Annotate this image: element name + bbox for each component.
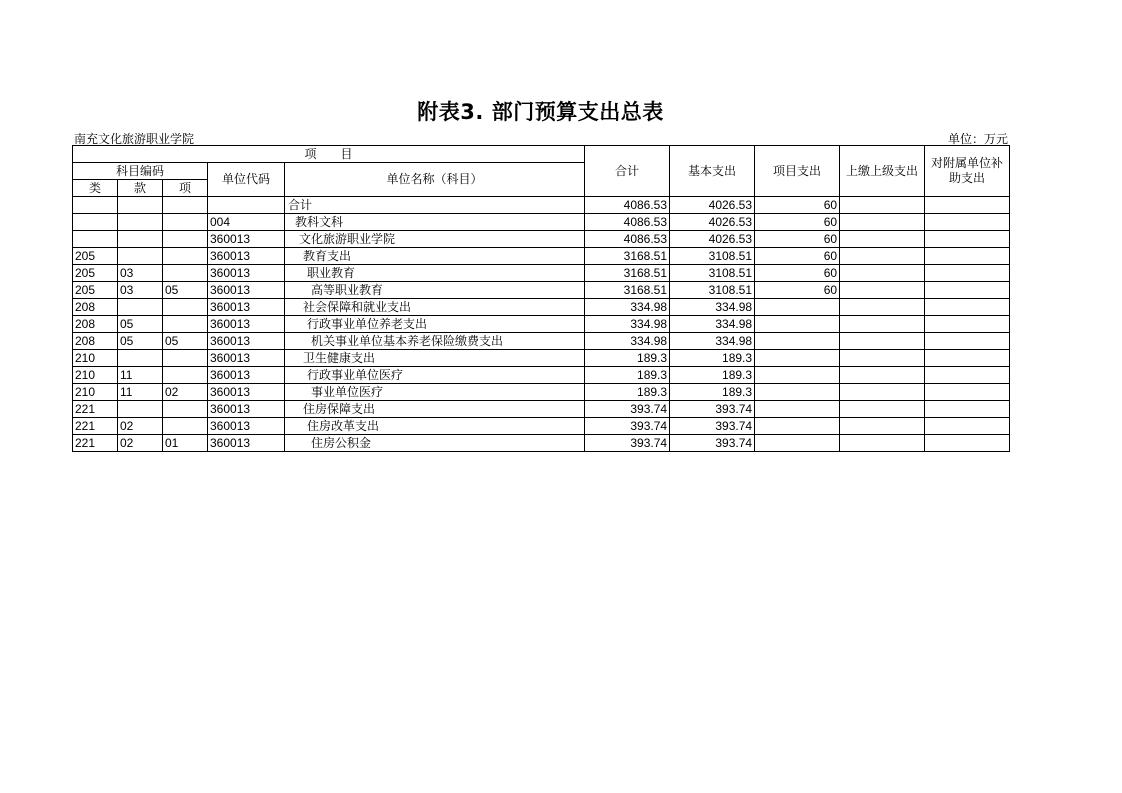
cell-total: 393.74 bbox=[585, 401, 670, 418]
cell-unit-name: 教科文科 bbox=[285, 214, 585, 231]
cell-xiang bbox=[163, 367, 208, 384]
cell-subsidy bbox=[925, 299, 1010, 316]
cell-basic: 189.3 bbox=[670, 367, 755, 384]
cell-unit-code: 360013 bbox=[208, 435, 285, 452]
cell-lei: 205 bbox=[73, 282, 118, 299]
cell-total: 189.3 bbox=[585, 350, 670, 367]
cell-project: 60 bbox=[755, 231, 840, 248]
cell-total: 334.98 bbox=[585, 299, 670, 316]
cell-project: 60 bbox=[755, 214, 840, 231]
cell-subsidy bbox=[925, 384, 1010, 401]
cell-total: 393.74 bbox=[585, 435, 670, 452]
cell-lei: 208 bbox=[73, 316, 118, 333]
table-row bbox=[73, 214, 1010, 231]
cell-kuan: 05 bbox=[118, 333, 163, 350]
cell-unit-code: 360013 bbox=[208, 265, 285, 282]
cell-basic: 4026.53 bbox=[670, 231, 755, 248]
cell-subsidy bbox=[925, 265, 1010, 282]
cell-upper bbox=[840, 197, 925, 214]
cell-project: 60 bbox=[755, 265, 840, 282]
header-total: 合计 bbox=[585, 146, 670, 197]
cell-xiang bbox=[163, 316, 208, 333]
cell-upper bbox=[840, 418, 925, 435]
cell-unit-name: 住房改革支出 bbox=[285, 418, 585, 435]
cell-project bbox=[755, 401, 840, 418]
cell-basic: 4026.53 bbox=[670, 214, 755, 231]
header-xiang: 项 bbox=[163, 180, 208, 197]
table-row bbox=[73, 316, 1010, 333]
cell-unit-code bbox=[208, 197, 285, 214]
cell-project bbox=[755, 350, 840, 367]
organization-name: 南充文化旅游职业学院 bbox=[74, 132, 195, 146]
cell-xiang: 05 bbox=[163, 333, 208, 350]
table-row bbox=[73, 231, 1010, 248]
cell-xiang: 05 bbox=[163, 282, 208, 299]
cell-lei bbox=[73, 231, 118, 248]
table-row bbox=[73, 435, 1010, 452]
cell-upper bbox=[840, 214, 925, 231]
cell-basic: 189.3 bbox=[670, 350, 755, 367]
cell-xiang bbox=[163, 248, 208, 265]
table-row bbox=[73, 299, 1010, 316]
cell-total: 393.74 bbox=[585, 418, 670, 435]
cell-project: 60 bbox=[755, 197, 840, 214]
cell-kuan: 02 bbox=[118, 418, 163, 435]
cell-kuan: 03 bbox=[118, 282, 163, 299]
cell-total: 3168.51 bbox=[585, 248, 670, 265]
cell-subsidy bbox=[925, 418, 1010, 435]
cell-subsidy bbox=[925, 231, 1010, 248]
cell-kuan: 03 bbox=[118, 265, 163, 282]
cell-unit-name: 行政事业单位养老支出 bbox=[285, 316, 585, 333]
cell-unit-code: 004 bbox=[208, 214, 285, 231]
cell-project bbox=[755, 333, 840, 350]
table-row bbox=[73, 350, 1010, 367]
cell-xiang bbox=[163, 401, 208, 418]
cell-basic: 334.98 bbox=[670, 316, 755, 333]
budget-table bbox=[72, 145, 1010, 452]
table-row bbox=[73, 367, 1010, 384]
cell-basic: 334.98 bbox=[670, 299, 755, 316]
header-subsidy: 对附属单位补助支出 bbox=[925, 146, 1010, 197]
header-project: 项 目 bbox=[73, 146, 585, 163]
table-body bbox=[73, 197, 1010, 452]
cell-xiang bbox=[163, 197, 208, 214]
cell-subsidy bbox=[925, 401, 1010, 418]
cell-unit-code: 360013 bbox=[208, 248, 285, 265]
cell-unit-name: 合计 bbox=[285, 197, 585, 214]
header-upper: 上缴上级支出 bbox=[840, 146, 925, 197]
cell-unit-name: 住房保障支出 bbox=[285, 401, 585, 418]
cell-project: 60 bbox=[755, 282, 840, 299]
cell-basic: 3108.51 bbox=[670, 248, 755, 265]
table-row bbox=[73, 197, 1010, 214]
cell-unit-name: 职业教育 bbox=[285, 265, 585, 282]
cell-lei: 210 bbox=[73, 367, 118, 384]
cell-upper bbox=[840, 333, 925, 350]
cell-basic: 334.98 bbox=[670, 333, 755, 350]
header-lei: 类 bbox=[73, 180, 118, 197]
cell-project bbox=[755, 418, 840, 435]
cell-xiang bbox=[163, 418, 208, 435]
table-row bbox=[73, 333, 1010, 350]
cell-unit-name: 卫生健康支出 bbox=[285, 350, 585, 367]
cell-lei: 210 bbox=[73, 350, 118, 367]
cell-upper bbox=[840, 435, 925, 452]
cell-lei: 208 bbox=[73, 299, 118, 316]
cell-kuan bbox=[118, 231, 163, 248]
cell-unit-code: 360013 bbox=[208, 401, 285, 418]
cell-xiang bbox=[163, 299, 208, 316]
cell-lei: 208 bbox=[73, 333, 118, 350]
cell-kuan: 11 bbox=[118, 384, 163, 401]
cell-upper bbox=[840, 299, 925, 316]
cell-unit-code: 360013 bbox=[208, 333, 285, 350]
cell-total: 334.98 bbox=[585, 316, 670, 333]
cell-unit-name: 教育支出 bbox=[285, 248, 585, 265]
cell-basic: 3108.51 bbox=[670, 265, 755, 282]
cell-subsidy bbox=[925, 214, 1010, 231]
cell-project bbox=[755, 316, 840, 333]
cell-kuan bbox=[118, 401, 163, 418]
cell-lei: 210 bbox=[73, 384, 118, 401]
cell-subsidy bbox=[925, 367, 1010, 384]
cell-xiang: 01 bbox=[163, 435, 208, 452]
cell-subsidy bbox=[925, 350, 1010, 367]
cell-xiang: 02 bbox=[163, 384, 208, 401]
cell-subsidy bbox=[925, 316, 1010, 333]
cell-unit-code: 360013 bbox=[208, 282, 285, 299]
cell-unit-code: 360013 bbox=[208, 367, 285, 384]
table-row bbox=[73, 265, 1010, 282]
cell-basic: 393.74 bbox=[670, 435, 755, 452]
cell-upper bbox=[840, 231, 925, 248]
cell-kuan bbox=[118, 214, 163, 231]
cell-basic: 393.74 bbox=[670, 418, 755, 435]
cell-kuan bbox=[118, 248, 163, 265]
cell-subsidy bbox=[925, 435, 1010, 452]
cell-upper bbox=[840, 248, 925, 265]
cell-total: 189.3 bbox=[585, 367, 670, 384]
cell-unit-name: 行政事业单位医疗 bbox=[285, 367, 585, 384]
cell-basic: 3108.51 bbox=[670, 282, 755, 299]
cell-subsidy bbox=[925, 282, 1010, 299]
cell-project: 60 bbox=[755, 248, 840, 265]
table-row bbox=[73, 401, 1010, 418]
cell-unit-code: 360013 bbox=[208, 384, 285, 401]
cell-total: 189.3 bbox=[585, 384, 670, 401]
cell-project bbox=[755, 299, 840, 316]
cell-upper bbox=[840, 316, 925, 333]
cell-subsidy bbox=[925, 197, 1010, 214]
page-title: 附表3. 部门预算支出总表 bbox=[417, 100, 664, 124]
unit-label: 单位：万元 bbox=[947, 132, 1008, 146]
cell-unit-code: 360013 bbox=[208, 231, 285, 248]
cell-project bbox=[755, 367, 840, 384]
cell-lei bbox=[73, 214, 118, 231]
cell-basic: 4026.53 bbox=[670, 197, 755, 214]
cell-lei: 205 bbox=[73, 265, 118, 282]
cell-subsidy bbox=[925, 248, 1010, 265]
cell-lei: 221 bbox=[73, 435, 118, 452]
cell-upper bbox=[840, 401, 925, 418]
header-unit-code: 单位代码 bbox=[208, 163, 285, 197]
cell-unit-name: 文化旅游职业学院 bbox=[285, 231, 585, 248]
table-row bbox=[73, 282, 1010, 299]
header-kuan: 款 bbox=[118, 180, 163, 197]
cell-upper bbox=[840, 282, 925, 299]
cell-xiang bbox=[163, 214, 208, 231]
cell-kuan bbox=[118, 299, 163, 316]
cell-unit-name: 高等职业教育 bbox=[285, 282, 585, 299]
cell-upper bbox=[840, 350, 925, 367]
cell-xiang bbox=[163, 265, 208, 282]
cell-kuan: 11 bbox=[118, 367, 163, 384]
cell-unit-name: 机关事业单位基本养老保险缴费支出 bbox=[285, 333, 585, 350]
cell-project bbox=[755, 435, 840, 452]
cell-unit-code: 360013 bbox=[208, 350, 285, 367]
cell-unit-code: 360013 bbox=[208, 299, 285, 316]
header-unit-name: 单位名称（科目） bbox=[285, 163, 585, 197]
cell-upper bbox=[840, 384, 925, 401]
cell-unit-name: 事业单位医疗 bbox=[285, 384, 585, 401]
cell-kuan bbox=[118, 197, 163, 214]
table-row bbox=[73, 384, 1010, 401]
cell-lei: 221 bbox=[73, 401, 118, 418]
cell-kuan: 02 bbox=[118, 435, 163, 452]
cell-unit-name: 住房公积金 bbox=[285, 435, 585, 452]
cell-total: 3168.51 bbox=[585, 282, 670, 299]
cell-kuan bbox=[118, 350, 163, 367]
cell-total: 4086.53 bbox=[585, 197, 670, 214]
header-basic: 基本支出 bbox=[670, 146, 755, 197]
cell-upper bbox=[840, 367, 925, 384]
cell-unit-name: 社会保障和就业支出 bbox=[285, 299, 585, 316]
cell-lei: 221 bbox=[73, 418, 118, 435]
cell-lei: 205 bbox=[73, 248, 118, 265]
table-row bbox=[73, 418, 1010, 435]
cell-kuan: 05 bbox=[118, 316, 163, 333]
header-subject-code: 科目编码 bbox=[73, 163, 208, 180]
table-header bbox=[73, 146, 1010, 197]
table-row bbox=[73, 248, 1010, 265]
cell-xiang bbox=[163, 231, 208, 248]
cell-unit-code: 360013 bbox=[208, 316, 285, 333]
cell-total: 334.98 bbox=[585, 333, 670, 350]
cell-xiang bbox=[163, 350, 208, 367]
cell-basic: 393.74 bbox=[670, 401, 755, 418]
cell-project bbox=[755, 384, 840, 401]
cell-subsidy bbox=[925, 333, 1010, 350]
cell-lei bbox=[73, 197, 118, 214]
cell-unit-code: 360013 bbox=[208, 418, 285, 435]
cell-upper bbox=[840, 265, 925, 282]
cell-basic: 189.3 bbox=[670, 384, 755, 401]
cell-total: 3168.51 bbox=[585, 265, 670, 282]
cell-total: 4086.53 bbox=[585, 231, 670, 248]
header-project-expense: 项目支出 bbox=[755, 146, 840, 197]
cell-total: 4086.53 bbox=[585, 214, 670, 231]
